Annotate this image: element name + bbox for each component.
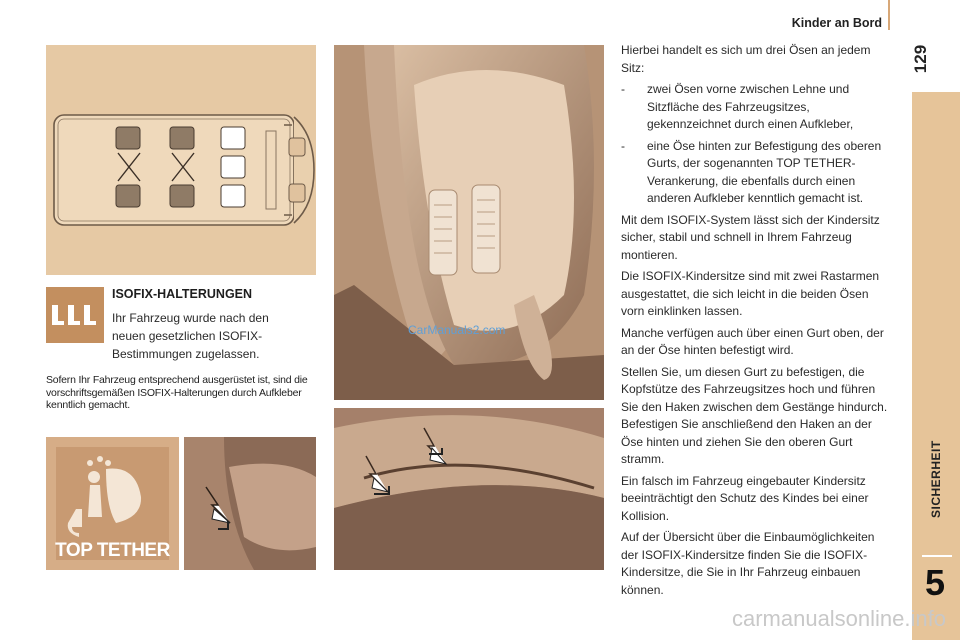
top-tether-label: TOP TETHER [55, 540, 170, 561]
bullet-text: zwei Ösen vorne zwischen Lehne und Sitzfläche des Fahrzeugsitzes, gekennzeichnet durch einen Aufkleber, [647, 82, 854, 131]
isofix-seats-icon [46, 287, 104, 343]
isofix-heading: ISOFIX-HALTERUNGEN [112, 287, 253, 301]
body-paragraph: Ein falsch im Fahrzeug eingebauter Kindersitz beeinträchtigt den Schutz des Kindes bei einer Kollision. [621, 473, 869, 523]
body-text-column [621, 42, 893, 603]
chapter-label: SICHERHEIT [929, 440, 943, 518]
isofix-anchor-points-illustration [334, 408, 604, 570]
isofix-note: Sofern Ihr Fahrzeug entsprechend ausgerüstet ist, sind die vorschriftsgemäßen ISOFIX-Halterungen durch Aufkleber kenntlich gemacht. [46, 374, 308, 411]
body-paragraph: Stellen Sie, um diesen Gurt zu befestigen, die Kopfstütze des Fahrzeugsitzes hoch und führen Sie den Haken zwischen dem Gestänge hindurch. Befestigen Sie anschließend den Haken an der Öse hinten und ziehen Sie den oberen Gurt stramm. [621, 364, 888, 466]
vehicle-seat-illustration [184, 437, 316, 570]
chapter-tab [912, 92, 960, 640]
header-divider [888, 0, 890, 30]
isofix-intro: Ihr Fahrzeug wurde nach den neuen gesetzlichen ISOFIX-Bestimmungen zugelassen. [112, 311, 269, 361]
bullet-marker: - [621, 82, 625, 96]
section-title: Kinder an Bord [791, 16, 882, 30]
body-paragraph: Mit dem ISOFIX-System lässt sich der Kindersitz sicher, stabil und schnell in Ihrem Fahrzeug montieren. [621, 212, 880, 262]
chapter-divider [922, 555, 952, 557]
page-number: 129 [911, 44, 930, 74]
bullet-item [621, 81, 893, 134]
bullet-marker: - [621, 138, 625, 153]
body-paragraph: Hierbei handelt es sich um drei Ösen an jedem Sitz: [621, 43, 871, 75]
chapter-number: 5 [924, 562, 946, 603]
bullet-item [621, 138, 893, 208]
body-paragraph: Auf der Übersicht über die Einbaumöglichkeiten der ISOFIX-Kindersitze finden Sie die ISOFIX-Kindersitze, die Sie in Ihr Fahrzeug einbauen können. [621, 530, 875, 597]
body-paragraph: Manche verfügen auch über einen Gurt oben, der an der Öse hinten befestigt wird. [621, 325, 884, 357]
top-tether-pictogram [46, 437, 179, 570]
van-seating-diagram [46, 45, 316, 275]
bullet-text: eine Öse hinten zur Befestigung des oberen Gurts, der sogenannten TOP TETHER-Verankerung, die ebenfalls durch einen anderen Aufkleber kenntlich gemacht ist. [647, 138, 882, 205]
body-paragraph: Die ISOFIX-Kindersitze sind mit zwei Rastarmen ausgestattet, die sich leicht in die beiden Ösen vorn einklinken lassen. [621, 269, 880, 318]
isofix-child-seat-illustration [334, 45, 604, 400]
footer-watermark: carmanualsonline.info [731, 606, 946, 631]
image-watermark: CarManuals2.com [408, 323, 506, 337]
